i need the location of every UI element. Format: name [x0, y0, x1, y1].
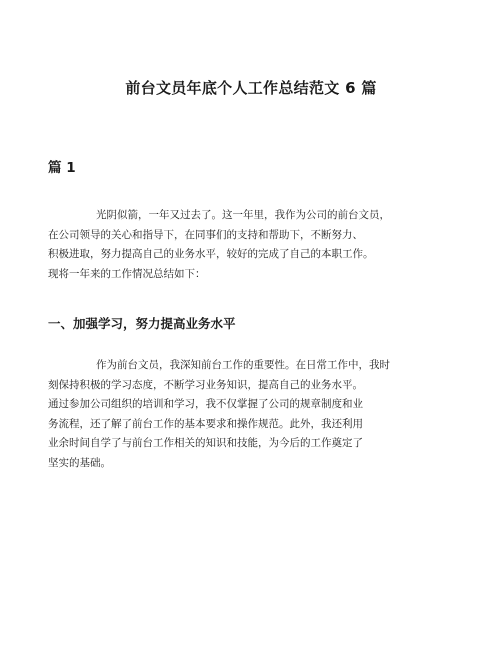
paragraph-line: 在公司领导的关心和指导下，在同事们的支持和帮助下，不断努力、 [48, 228, 363, 241]
section-heading: 一、加强学习，努力提高业务水平 [48, 316, 236, 331]
paragraph-line: 业余时间自学了与前台工作相关的知识和技能，为今后的工作奠定了 [48, 437, 363, 449]
paragraph-line: 刻保持积极的学习态度，不断学习业务知识，提高自己的业务水平。 [48, 378, 363, 391]
page-title: 前台文员年底个人工作总结范文 6 篇 [125, 79, 377, 97]
paragraph-line: 光阴似箭，一年又过去了。这一年里，我作为公司的前台文员， [96, 209, 390, 221]
paragraph-line: 坚实的基础。 [48, 456, 111, 469]
section-label: 篇 1 [48, 160, 76, 176]
paragraph-line: 作为前台文员，我深知前台工作的重要性。在日常工作中，我时 [96, 359, 390, 371]
paragraph-line: 通过参加公司组织的培训和学习，我不仅掌握了公司的规章制度和业 [48, 398, 363, 410]
paragraph-line: 务流程，还了解了前台工作的基本要求和操作规范。此外，我还利用 [48, 417, 363, 430]
paragraph-study [48, 356, 468, 473]
paragraph-line: 现将一年来的工作情况总结如下： [48, 267, 206, 280]
paragraph-intro [48, 206, 468, 284]
paragraph-line: 积极进取，努力提高自己的业务水平，较好的完成了自己的本职工作。 [48, 248, 374, 260]
